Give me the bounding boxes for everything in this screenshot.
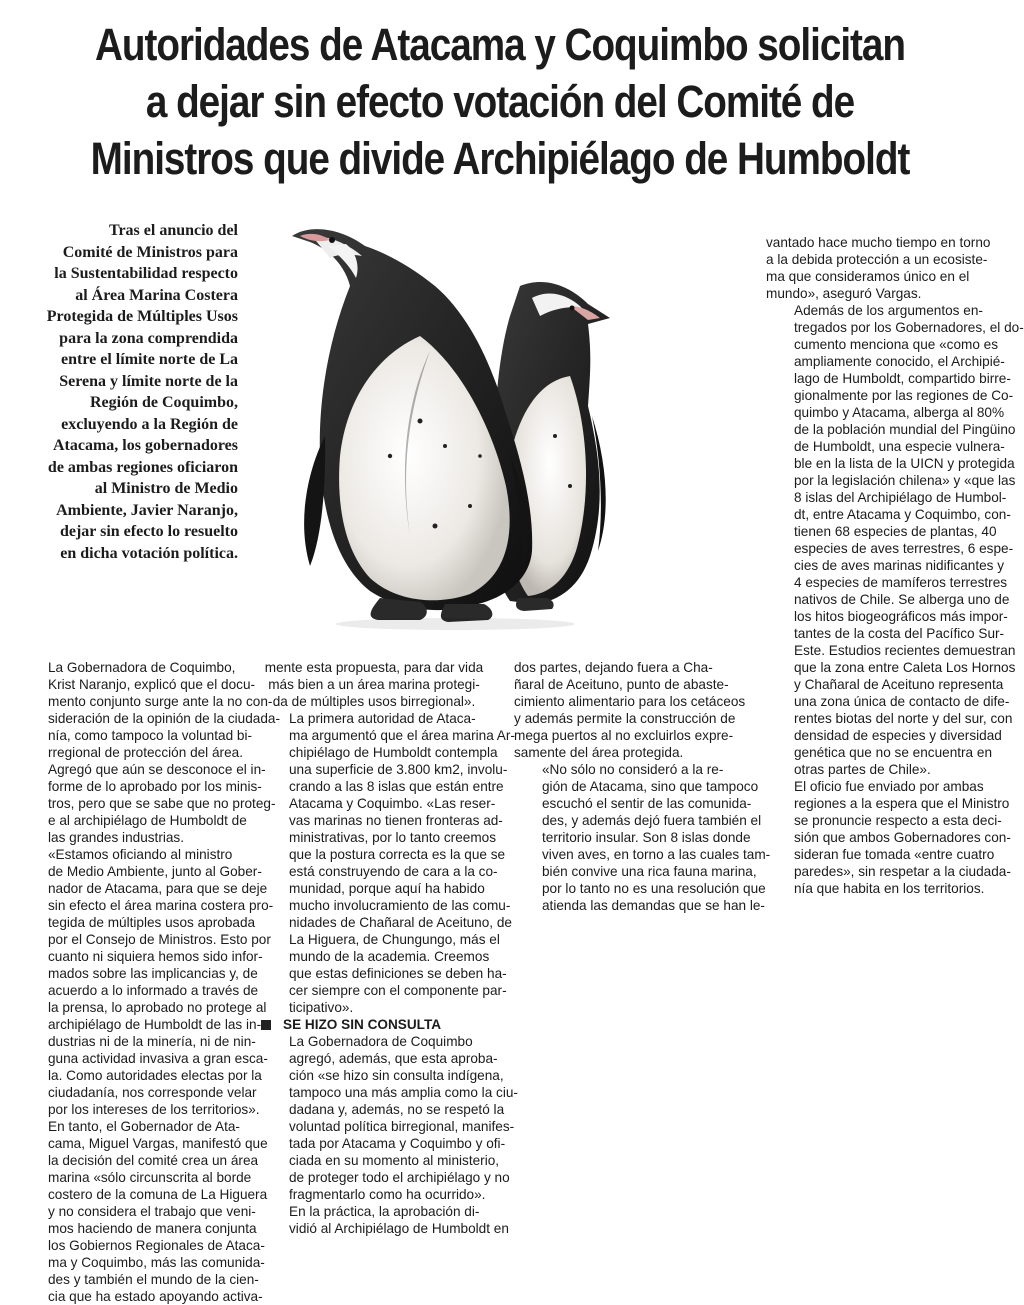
text-line: forme de lo aprobado por los minis-	[48, 779, 262, 794]
text-line: los Gobiernos Regionales de Ataca-	[48, 1238, 265, 1253]
text-line: la. Como autoridades electas por la	[48, 1068, 262, 1083]
text-line: vidió al Archipiélago de Humboldt en	[289, 1221, 509, 1236]
text-line: ampliamente conocido, el Archipié-	[794, 354, 1005, 369]
humboldt-penguins-photo	[270, 206, 620, 636]
text-line: tros, pero que se sabe que no proteg-	[48, 796, 276, 811]
text-line: sideran fue tomada «entre cuatro	[794, 847, 995, 862]
lead-paragraph	[20, 220, 238, 564]
text-line: Atacama, los gobernadores	[52, 437, 238, 454]
body-paragraph	[261, 1033, 518, 1203]
text-line: dustrias ni de la minería, ni de nin-	[48, 1034, 256, 1049]
text-line: lago de Humboldt, compartido birre-	[794, 371, 1011, 386]
text-line: cies de aves marinas nidificantes y	[794, 558, 1005, 573]
text-line: tegida de múltiples usos aprobada	[48, 915, 256, 930]
text-line: mos haciendo de manera conjunta	[48, 1221, 257, 1236]
text-line: gión de Atacama, sino que tampoco	[542, 779, 759, 794]
text-line: tregados por los Gobernadores, el do-	[794, 320, 1024, 335]
text-line: En la práctica, la aprobación di-	[289, 1204, 480, 1219]
body-paragraph	[261, 1203, 509, 1237]
text-line: Este. Estudios recientes demuestran	[794, 643, 1016, 658]
text-line: cumento menciona que «como es	[794, 337, 999, 352]
text-line: cama, Miguel Vargas, manifestó que	[48, 1136, 268, 1151]
text-line: mados sobre las implicancias y, de	[48, 966, 258, 981]
text-line: entre el límite norte de La	[61, 351, 238, 368]
text-line: otras partes de Chile».	[794, 762, 931, 777]
text-line: de Humboldt, una especie vulnera-	[794, 439, 1005, 454]
text-line: los hitos biogeográficos más impor-	[794, 609, 1008, 624]
text-line: excluyendo a la Región de	[61, 415, 238, 433]
text-line: tantes de la costa del Pacífico Sur-	[794, 626, 1005, 641]
text-line: fragmentarlo como ha ocurrido».	[289, 1187, 486, 1202]
text-line: la Sustentabilidad respecto	[54, 265, 238, 282]
text-line: mucho involucramiento de las comu-	[289, 898, 511, 913]
text-line: dos partes, dejando fuera a Cha-	[514, 660, 713, 675]
text-line: Además de los argumentos en-	[794, 303, 983, 318]
text-line: «No sólo no consideró a la re-	[542, 762, 724, 777]
text-line: una zona única de contacto de dife-	[794, 694, 1010, 709]
text-line: El oficio fue enviado por ambas	[794, 779, 984, 794]
text-line: costero de la comuna de La Higuera	[48, 1187, 268, 1202]
text-line: tienen 68 especies de plantas, 40	[794, 524, 997, 539]
text-line: chipiélago de Humboldt contempla	[289, 745, 498, 760]
text-line: en dicha votación política.	[60, 544, 238, 562]
text-line: 8 islas del Archipiélago de Humbol-	[794, 490, 1007, 505]
text-line: mundo de la academia. Creemos	[289, 949, 490, 964]
article-column-4	[766, 234, 1024, 897]
text-line: cer siempre con el componente par-	[289, 983, 507, 998]
text-line: La Gobernadora de Coquimbo,	[48, 660, 236, 675]
text-line: crando a las 8 islas que están entre	[289, 779, 504, 794]
text-line: al Ministro de Medio	[94, 480, 238, 497]
text-line: nativos de Chile. Se alberga uno de	[794, 592, 1010, 607]
text-line: samente del área protegida.	[514, 745, 684, 760]
body-paragraph	[514, 761, 771, 914]
body-paragraph	[20, 846, 274, 1118]
text-line: territorio insular. Son 8 islas donde	[542, 830, 751, 845]
text-line: las grandes industrias.	[48, 830, 185, 845]
body-paragraph	[766, 302, 1024, 778]
text-line: escuchó el sentir de las comunida-	[542, 796, 752, 811]
body-paragraph	[514, 659, 746, 761]
text-line: viven aves, en torno a las cuales tam-	[542, 847, 771, 862]
section-subhead	[261, 1016, 487, 1033]
text-line: al Área Marina Costera	[75, 286, 238, 304]
text-line: mega puertos al no excluirlos expre-	[514, 728, 734, 743]
text-line: especies de aves terrestres, 6 espe-	[794, 541, 1014, 556]
text-line: está construyendo de cara a la co-	[289, 864, 498, 879]
text-line: Ambiente, Javier Naranjo,	[56, 501, 238, 519]
text-line: ma argumentó que el área marina Ar-	[289, 728, 515, 743]
article-column-1	[20, 659, 281, 1305]
text-line: de proteger todo el archipiélago y no	[289, 1170, 510, 1185]
text-line: des y también el mundo de la cien-	[48, 1272, 259, 1287]
text-line: regiones a la espera que el Ministro	[794, 796, 1010, 811]
body-paragraph	[261, 659, 487, 710]
text-line: sión que ambos Gobernadores con-	[794, 830, 1011, 845]
text-line: vas marinas no tienen fronteras ad-	[289, 813, 503, 828]
text-line: atienda las demandas que se han le-	[542, 898, 765, 913]
text-line: ma y Coquimbo, más las comunida-	[48, 1255, 265, 1270]
text-line: gionalmente por las regiones de Co-	[794, 388, 1014, 403]
text-line: cuanto ni siquiera hemos sido infor-	[48, 949, 263, 964]
body-paragraph	[261, 710, 515, 1016]
text-line: sideración de la opinión de la ciudada-	[48, 711, 281, 726]
text-line: nía que habita en los territorios.	[794, 881, 985, 896]
text-line: La Gobernadora de Coquimbo	[289, 1034, 473, 1049]
text-line: por la legislación chilena» y «que las	[794, 473, 1016, 488]
text-line: da de múltiples usos birregional».	[272, 694, 476, 709]
text-line: genética que no se encuentra en	[794, 745, 993, 760]
text-line: la prensa, lo aprobado no protege al	[48, 1000, 267, 1015]
text-line: voluntad política birregional, manifes-	[289, 1119, 515, 1134]
body-paragraph	[766, 778, 1011, 897]
text-line: y además permite la construcción de	[514, 711, 736, 726]
text-line: una superficie de 3.800 km2, involu-	[289, 762, 508, 777]
text-line: rregional de protección del área.	[48, 745, 243, 760]
text-line: de Medio Ambiente, junto al Gober-	[48, 864, 262, 879]
text-line: dadana y, además, no se respetó la	[289, 1102, 505, 1117]
text-line: rentes biotas del norte y del sur, con	[794, 711, 1013, 726]
text-line: a la debida protección a un ecosiste-	[766, 252, 988, 267]
text-line: ción «se hizo sin consulta indígena,	[289, 1068, 504, 1083]
text-line: La Higuera, de Chungungo, más el	[289, 932, 500, 947]
subhead-text: SE HIZO SIN CONSULTA	[283, 1017, 442, 1032]
text-line: densidad de especies y diversidad	[794, 728, 1002, 743]
text-line: cia que ha estado apoyando activa-	[48, 1289, 263, 1304]
text-line: se pronuncie respecto a esta deci-	[794, 813, 1002, 828]
headline-line: Autoridades de Atacama y Coquimbo solicitan	[94, 19, 906, 70]
text-line: por lo tanto no es una resolución que	[542, 881, 766, 896]
square-bullet-icon	[261, 1020, 271, 1030]
body-paragraph	[20, 659, 281, 846]
text-line: ma que consideramos único en el	[766, 269, 970, 284]
text-line: Comité de Ministros para	[62, 243, 238, 261]
text-line: que la zona entre Caleta Los Hornos	[794, 660, 1016, 675]
text-line: y Chañaral de Aceituno representa	[794, 677, 1004, 692]
article-column-3	[514, 659, 771, 914]
text-line: ministrativas, por lo tanto creemos	[289, 830, 497, 845]
article-column-2	[261, 659, 518, 1237]
text-line: que estas definiciones se deben ha-	[289, 966, 507, 981]
text-line: ticipativo».	[289, 1000, 354, 1015]
text-line: por los intereses de los territorios».	[48, 1102, 260, 1117]
text-line: que la postura correcta es la que se	[289, 847, 506, 862]
text-line: En tanto, el Gobernador de Ata-	[48, 1119, 240, 1134]
headline	[87, 16, 913, 187]
text-line: mente esta propuesta, para dar vida	[264, 660, 484, 675]
text-line: sin efecto el área marina costera pro-	[48, 898, 274, 913]
text-line: ble en la lista de la UICN y protegida	[794, 456, 1015, 471]
text-line: guna actividad invasiva a gran esca-	[48, 1051, 268, 1066]
text-line: Serena y límite norte de la	[59, 372, 238, 390]
text-line: más bien a un área marina protegi-	[268, 677, 480, 692]
text-line: para la zona comprendida	[59, 329, 238, 347]
text-line: de la población mundial del Pingüino	[794, 422, 1016, 437]
text-line: nidades de Chañaral de Aceituno, de	[289, 915, 512, 930]
headline-line: a dejar sin efecto votación del Comité de	[145, 76, 855, 127]
text-line: agregó, además, que esta aproba-	[289, 1051, 498, 1066]
text-line: nía, como tampoco la voluntad bi-	[48, 728, 253, 743]
text-line: La primera autoridad de Ataca-	[289, 711, 476, 726]
text-line: Tras el anuncio del	[108, 222, 238, 239]
text-line: mento conjunto surge ante la no con-	[48, 694, 273, 709]
text-line: tampoco una más amplia como la ciu-	[289, 1085, 518, 1100]
text-line: Krist Naranjo, explicó que el docu-	[48, 677, 256, 692]
text-line: ñaral de Aceituno, punto de abaste-	[514, 677, 729, 692]
text-line: marina «sólo circunscrita al borde	[48, 1170, 252, 1185]
text-line: Atacama y Coquimbo. «Las reser-	[289, 796, 496, 811]
text-line: bién convive una rica fauna marina,	[542, 864, 757, 879]
text-line: ciudadanía, nos corresponde velar	[48, 1085, 257, 1100]
text-line: cimiento alimentario para los cetáceos	[514, 694, 746, 709]
text-line: y no considera el trabajo que veni-	[48, 1204, 256, 1219]
text-line: mundo», aseguró Vargas.	[766, 286, 922, 301]
text-line: Protegida de Múltiples Usos	[46, 308, 238, 325]
body-paragraph	[766, 234, 992, 302]
text-line: de ambas regiones oficiaron	[47, 458, 238, 476]
text-line: ciada en su momento al ministerio,	[289, 1153, 500, 1168]
text-line: paredes», sin respetar a la ciudada-	[794, 864, 1011, 879]
text-line: nador de Atacama, para que se deje	[48, 881, 268, 896]
text-line: dejar sin efecto lo resuelto	[59, 523, 238, 540]
text-line: e al archipiélago de Humboldt de	[48, 813, 247, 828]
text-line: 4 especies de mamíferos terrestres	[794, 575, 1008, 590]
text-line: por el Consejo de Ministros. Esto por	[48, 932, 271, 947]
text-line: la decisión del comité crea un área	[48, 1153, 259, 1168]
text-line: archipiélago de Humboldt de las in-	[48, 1017, 262, 1032]
text-line: munidad, porque aquí ha habido	[289, 881, 485, 896]
text-line: quimbo y Atacama, alberga al 80%	[794, 405, 1005, 420]
text-line: dt, entre Atacama y Coquimbo, con-	[794, 507, 1011, 522]
text-line: des, y además dejó fuera también el	[542, 813, 762, 828]
text-line: tada por Atacama y Coquimbo y ofi-	[289, 1136, 506, 1151]
text-line: vantado hace mucho tiempo en torno	[766, 235, 991, 250]
headline-line: Ministros que divide Archipiélago de Humboldt	[90, 133, 910, 184]
body-paragraph	[20, 1118, 268, 1305]
text-line: Región de Coquimbo,	[89, 394, 238, 411]
text-line: Agregó que aún se desconoce el in-	[48, 762, 266, 777]
text-line: acuerdo a lo informado a través de	[48, 983, 259, 998]
text-line: «Estamos oficiando al ministro	[48, 847, 233, 862]
